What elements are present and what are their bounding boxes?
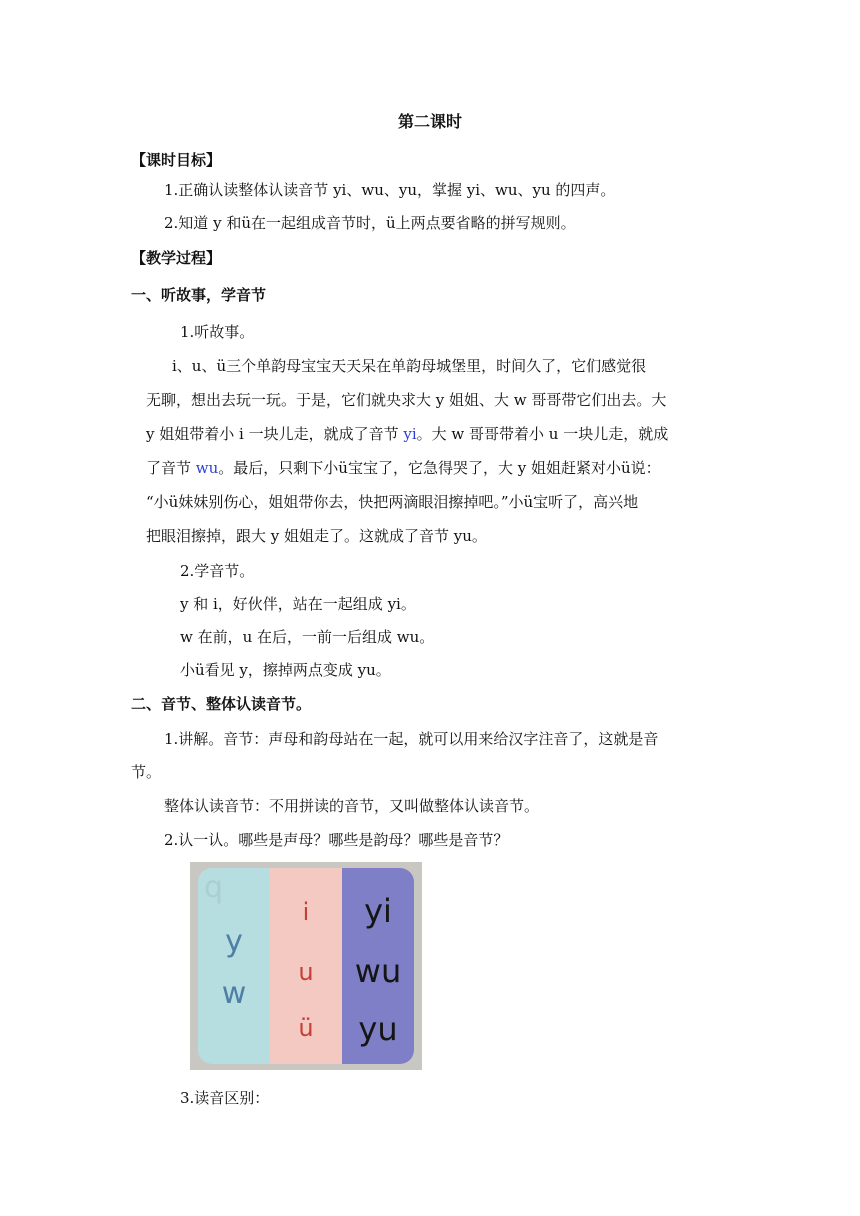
story-line: 把眼泪擦掉，跟大 y 姐姐走了。这就成了音节 yu。 bbox=[146, 527, 487, 545]
paragraph: 整体认读音节：不用拼读的音节，又叫做整体认读音节。 bbox=[164, 797, 540, 815]
pinyin-chart-image bbox=[190, 862, 422, 1070]
story-line: “小ü妹妹别伤心，姐姐带你去，快把两滴眼泪擦掉吧。”小ü宝听了，高兴地 bbox=[146, 493, 639, 511]
story-text: 。最后，只剩下小ü宝宝了，它急得哭了，大 y 姐姐赶紧对小ü说： bbox=[218, 459, 661, 477]
initial-letter: y bbox=[225, 924, 243, 959]
final-letter: i bbox=[302, 898, 310, 926]
subheading: 1.听故事。 bbox=[180, 323, 255, 341]
story-line bbox=[146, 458, 661, 478]
page-title: 第二课时 bbox=[397, 112, 462, 131]
section-heading: 一、听故事，学音节 bbox=[131, 286, 267, 304]
story-line: 无聊，想出去玩一玩。于是，它们就央求大 y 姐姐、大 w 哥哥带它们出去。大 bbox=[146, 391, 667, 409]
paragraph: 节。 bbox=[131, 763, 162, 781]
syllable: yu bbox=[358, 1010, 398, 1048]
goal-item: 2.知道 y 和ü在一起组成音节时，ü上两点要省略的拼写规则。 bbox=[164, 214, 576, 232]
section-heading: 二、音节、整体认读音节。 bbox=[131, 695, 312, 713]
paragraph: 3.读音区别： bbox=[180, 1089, 270, 1107]
syllable: yi bbox=[364, 892, 392, 930]
story-text: 。大 w 哥哥带着小 u 一块儿走，就成 bbox=[416, 425, 669, 443]
syllable: wu bbox=[354, 952, 402, 990]
rhyme-line: 小ü看见 y，擦掉两点变成 yu。 bbox=[180, 661, 391, 679]
final-letter: u bbox=[298, 958, 314, 986]
story-line: i、u、ü三个单韵母宝宝天天呆在单韵母城堡里，时间久了，它们感觉很 bbox=[172, 357, 647, 375]
faded-letters: q bbox=[204, 870, 224, 905]
story-line bbox=[146, 424, 668, 444]
final-letter: ü bbox=[298, 1014, 314, 1042]
syllable-highlight: wu bbox=[195, 459, 219, 477]
pinyin-board bbox=[198, 868, 414, 1064]
initials-column bbox=[198, 868, 270, 1064]
story-text: y 姐姐带着小 i 一块儿走，就成了音节 bbox=[146, 425, 404, 443]
goal-heading: 【课时目标】 bbox=[131, 151, 222, 169]
finals-column bbox=[270, 868, 342, 1064]
paragraph: 1.讲解。音节：声母和韵母站在一起，就可以用来给汉字注音了，这就是音 bbox=[164, 730, 659, 748]
story-text: 了音节 bbox=[146, 459, 196, 477]
subheading: 2.学音节。 bbox=[180, 562, 255, 580]
paragraph: 2.认一认。哪些是声母？哪些是韵母？哪些是音节？ bbox=[164, 831, 509, 849]
goal-item: 1.正确认读整体认读音节 yi、wu、yu，掌握 yi、wu、yu 的四声。 bbox=[164, 181, 616, 199]
rhyme-line: w 在前，u 在后，一前一后组成 wu。 bbox=[180, 628, 435, 646]
initial-letter: w bbox=[221, 976, 247, 1011]
process-heading: 【教学过程】 bbox=[131, 249, 222, 267]
syllables-column bbox=[342, 868, 414, 1064]
syllable-highlight: yi bbox=[403, 425, 417, 443]
rhyme-line: y 和 i，好伙伴，站在一起组成 yi。 bbox=[180, 595, 416, 613]
